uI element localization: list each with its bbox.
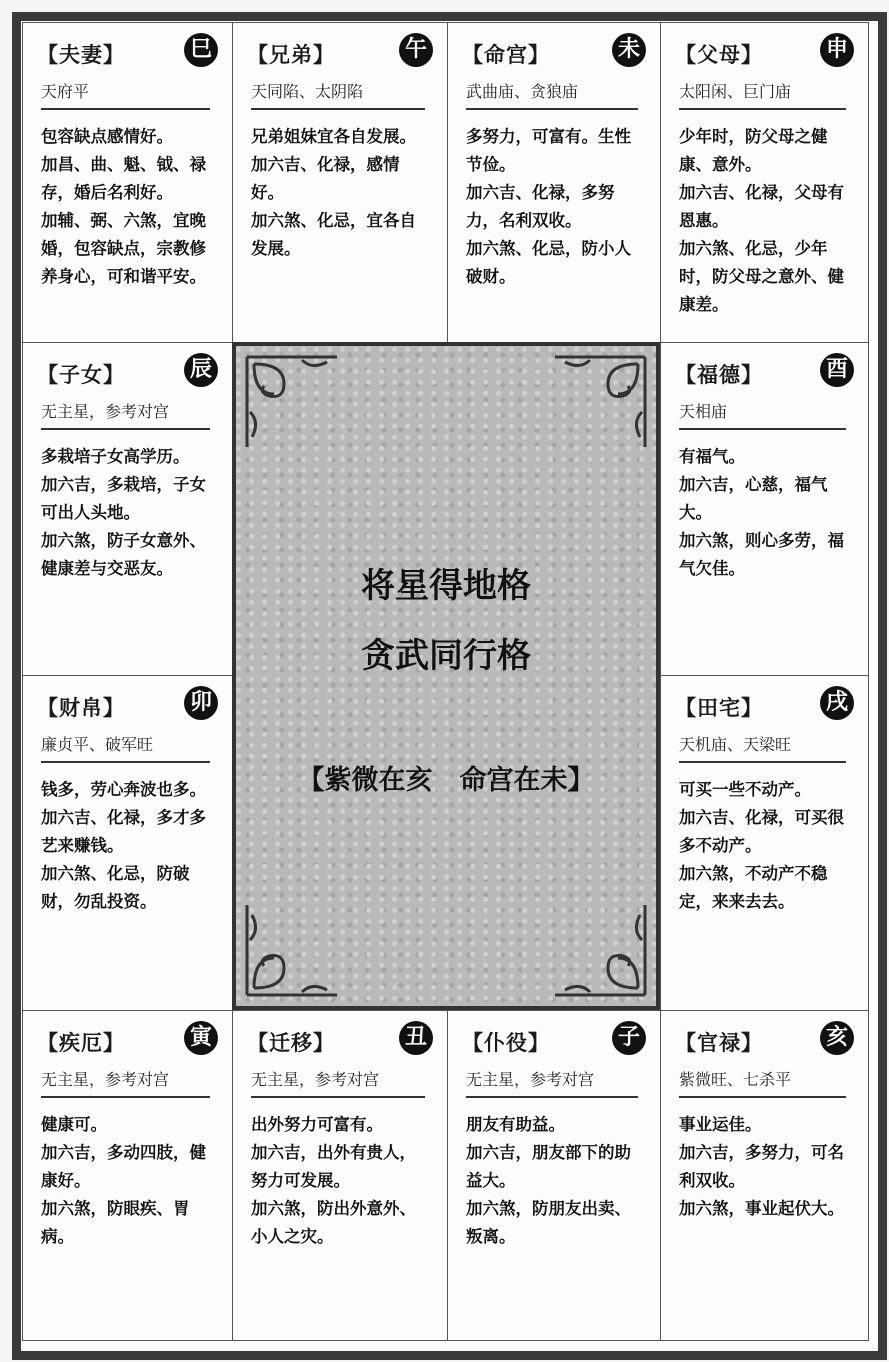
palace-title: 【福德】 <box>675 363 763 387</box>
palace-title: 【子女】 <box>37 363 125 387</box>
palace-xiongdi <box>232 22 448 343</box>
palace-stars: 无主星，参考对宫 <box>41 1067 210 1098</box>
palace-stars: 天相庙 <box>679 399 846 430</box>
earthly-branch-badge: 巳 <box>184 33 218 67</box>
palace-guanlu <box>660 1010 869 1341</box>
description-line: 多栽培子女高学历。 <box>41 447 190 466</box>
palace-title: 【父母】 <box>675 43 763 67</box>
palace-description <box>41 1111 212 1251</box>
earthly-branch-badge: 午 <box>399 33 433 67</box>
description-line: 加六煞，防眼疾、胃病。 <box>41 1199 190 1246</box>
description-line: 多努力，可富有。生性节俭。 <box>466 127 631 174</box>
palace-fude <box>660 342 869 676</box>
description-line: 加辅、弼、六煞，宜晚婚，包容缺点，宗教修养身心，可和谐平安。 <box>41 211 206 286</box>
palace-description <box>679 443 848 583</box>
palace-stars: 天同陷、太阴陷 <box>251 79 425 110</box>
earthly-branch-badge: 辰 <box>184 353 218 387</box>
palace-stars: 太阳闲、巨门庙 <box>679 79 846 110</box>
palace-title: 【迁移】 <box>247 1031 335 1055</box>
earthly-branch-badge: 寅 <box>184 1021 218 1055</box>
palace-tianzhai <box>660 675 869 1011</box>
description-line: 加昌、曲、魁、钺、禄存，婚后名利好。 <box>41 155 206 202</box>
description-line: 加六煞、化忌，少年时，防父母之意外、健康差。 <box>679 239 844 314</box>
corner-ornament-icon <box>242 900 342 1000</box>
description-line: 加六煞，则心多劳，福气欠佳。 <box>679 531 844 578</box>
palace-stars: 天机庙、天梁旺 <box>679 732 846 763</box>
description-line: 加六吉，多动四肢，健康好。 <box>41 1143 206 1190</box>
palace-title: 【田宅】 <box>675 696 763 720</box>
palace-zinv <box>22 342 233 676</box>
palace-description <box>466 123 640 291</box>
palace-title: 【财帛】 <box>37 696 125 720</box>
palace-stars: 天府平 <box>41 79 210 110</box>
description-line: 加六煞、化忌，宜各自发展。 <box>251 211 416 258</box>
chart-summary: 【紫微在亥 命宫在未】 <box>297 765 595 796</box>
description-line: 加六煞，防朋友出卖、叛离。 <box>466 1199 631 1246</box>
corner-ornament-icon <box>242 352 342 452</box>
description-line: 加六吉，多栽培，子女可出人头地。 <box>41 475 206 522</box>
earthly-branch-badge: 丑 <box>399 1021 433 1055</box>
description-line: 加六煞，防出外意外、小人之灾。 <box>251 1199 416 1246</box>
description-line: 加六吉、化禄，父母有恩惠。 <box>679 183 844 230</box>
description-line: 健康可。 <box>41 1115 107 1134</box>
palace-qianyi <box>232 1010 448 1341</box>
palace-description <box>679 776 848 916</box>
palace-stars: 无主星，参考对宫 <box>41 399 210 430</box>
description-line: 加六吉，心慈，福气大。 <box>679 475 828 522</box>
description-line: 加六吉、化禄，可买很多不动产。 <box>679 808 844 855</box>
description-line: 事业运佳。 <box>679 1115 762 1134</box>
palace-description <box>251 1111 427 1251</box>
palace-description <box>251 123 427 263</box>
description-line: 加六吉、化禄，多努力，名利双收。 <box>466 183 615 230</box>
palace-puyi <box>447 1010 661 1341</box>
palace-fumu <box>660 22 869 343</box>
description-line: 加六煞，防子女意外、健康差与交恶友。 <box>41 531 206 578</box>
palace-stars: 武曲庙、贪狼庙 <box>466 79 638 110</box>
description-line: 可买一些不动产。 <box>679 780 811 799</box>
palace-description <box>41 776 212 916</box>
earthly-branch-badge: 酉 <box>820 353 854 387</box>
description-line: 出外努力可富有。 <box>251 1115 383 1134</box>
description-line: 加六吉，出外有贵人，努力可发展。 <box>251 1143 416 1190</box>
description-line: 加六煞，不动产不稳定，来来去去。 <box>679 864 828 911</box>
description-line: 少年时，防父母之健康、意外。 <box>679 127 828 174</box>
corner-ornament-icon <box>550 900 650 1000</box>
earthly-branch-badge: 未 <box>612 33 646 67</box>
description-line: 包容缺点感情好。 <box>41 127 173 146</box>
palace-description <box>679 1111 848 1223</box>
description-line: 加六煞，事业起伏大。 <box>679 1199 844 1218</box>
palace-title: 【命宫】 <box>462 43 550 67</box>
description-line: 加六吉、化禄，多才多艺来赚钱。 <box>41 808 206 855</box>
palace-caibo <box>22 675 233 1011</box>
description-line: 钱多，劳心奔波也多。 <box>41 780 206 799</box>
description-line: 有福气。 <box>679 447 745 466</box>
earthly-branch-badge: 申 <box>820 33 854 67</box>
corner-ornament-icon <box>550 352 650 452</box>
pattern-title-2: 贪武同行格 <box>361 636 531 676</box>
palace-description <box>41 123 212 291</box>
palace-stars: 紫微旺、七杀平 <box>679 1067 846 1098</box>
earthly-branch-badge: 卯 <box>184 686 218 720</box>
description-line: 加六吉，朋友部下的助益大。 <box>466 1143 631 1190</box>
palace-title: 【疾厄】 <box>37 1031 125 1055</box>
palace-jie <box>22 1010 233 1341</box>
palace-stars: 无主星，参考对宫 <box>466 1067 638 1098</box>
palace-fuqi <box>22 22 233 343</box>
description-line: 兄弟姐妹宜各自发展。 <box>251 127 416 146</box>
palace-title: 【夫妻】 <box>37 43 125 67</box>
palace-title: 【仆役】 <box>462 1031 550 1055</box>
palace-stars: 无主星，参考对宫 <box>251 1067 425 1098</box>
description-line: 加六煞、化忌，防破财，勿乱投资。 <box>41 864 190 911</box>
description-line: 朋友有助益。 <box>466 1115 565 1134</box>
description-line: 加六煞、化忌，防小人破财。 <box>466 239 631 286</box>
palace-title: 【兄弟】 <box>247 43 335 67</box>
palace-stars: 廉贞平、破军旺 <box>41 732 210 763</box>
earthly-branch-badge: 戌 <box>820 686 854 720</box>
center-panel <box>232 342 660 1010</box>
palace-title: 【官禄】 <box>675 1031 763 1055</box>
palace-description <box>466 1111 640 1251</box>
palace-minggong <box>447 22 661 343</box>
description-line: 加六吉、化禄，感情好。 <box>251 155 400 202</box>
earthly-branch-badge: 子 <box>612 1021 646 1055</box>
palace-description <box>679 123 848 319</box>
palace-description <box>41 443 212 583</box>
pattern-title-1: 将星得地格 <box>361 566 531 606</box>
earthly-branch-badge: 亥 <box>820 1021 854 1055</box>
description-line: 加六吉，多努力，可名利双收。 <box>679 1143 844 1190</box>
